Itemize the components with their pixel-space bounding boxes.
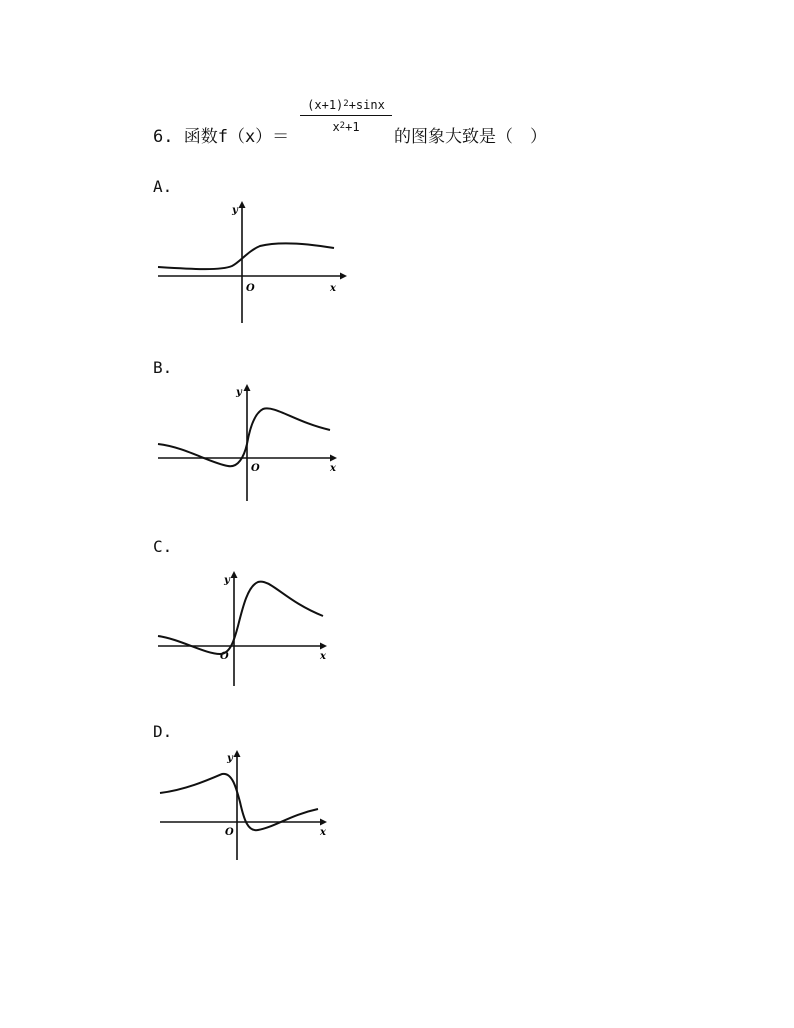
option-c-graph[interactable]	[150, 566, 340, 690]
option-a-label[interactable]: A.	[153, 177, 173, 196]
x-axis-label: x	[330, 463, 336, 474]
fraction-denominator: $x^2+1$	[332, 120, 360, 134]
question-prefix: 6. 函数f（x）＝	[153, 127, 290, 147]
y-axis-arrow	[231, 571, 238, 578]
option-c-label[interactable]: C.	[153, 537, 173, 556]
option-b-graph[interactable]	[150, 377, 350, 505]
x-axis-label: x	[320, 651, 326, 662]
curve	[158, 243, 334, 269]
fraction-bar	[300, 115, 392, 116]
x-axis-arrow	[320, 643, 327, 650]
y-axis-label: y	[232, 205, 238, 216]
origin-label: O	[246, 283, 255, 294]
origin-label: O	[225, 827, 234, 838]
question	[153, 96, 713, 146]
y-axis-label: y	[224, 575, 230, 586]
option-d-label[interactable]: D.	[153, 722, 173, 741]
curve	[158, 582, 323, 654]
option-a-graph[interactable]	[150, 196, 350, 326]
y-axis-arrow	[234, 750, 241, 757]
x-axis-arrow	[340, 273, 347, 280]
y-axis-arrow	[239, 201, 246, 208]
y-axis-arrow	[244, 384, 251, 391]
x-axis-arrow	[320, 819, 327, 826]
origin-label: O	[251, 463, 260, 474]
x-axis-label: x	[330, 283, 336, 294]
option-d-graph[interactable]	[150, 742, 340, 866]
x-axis-label: x	[320, 827, 326, 838]
y-axis-label: y	[236, 387, 242, 398]
fraction	[300, 96, 392, 136]
y-axis-label: y	[227, 753, 233, 764]
option-b-label[interactable]: B.	[153, 358, 173, 377]
question-suffix: 的图象大致是（ ）	[394, 127, 547, 147]
x-axis-arrow	[330, 455, 337, 462]
origin-label: O	[220, 651, 229, 662]
fraction-numerator: $(x+1)^2+\sin x$	[307, 98, 385, 112]
